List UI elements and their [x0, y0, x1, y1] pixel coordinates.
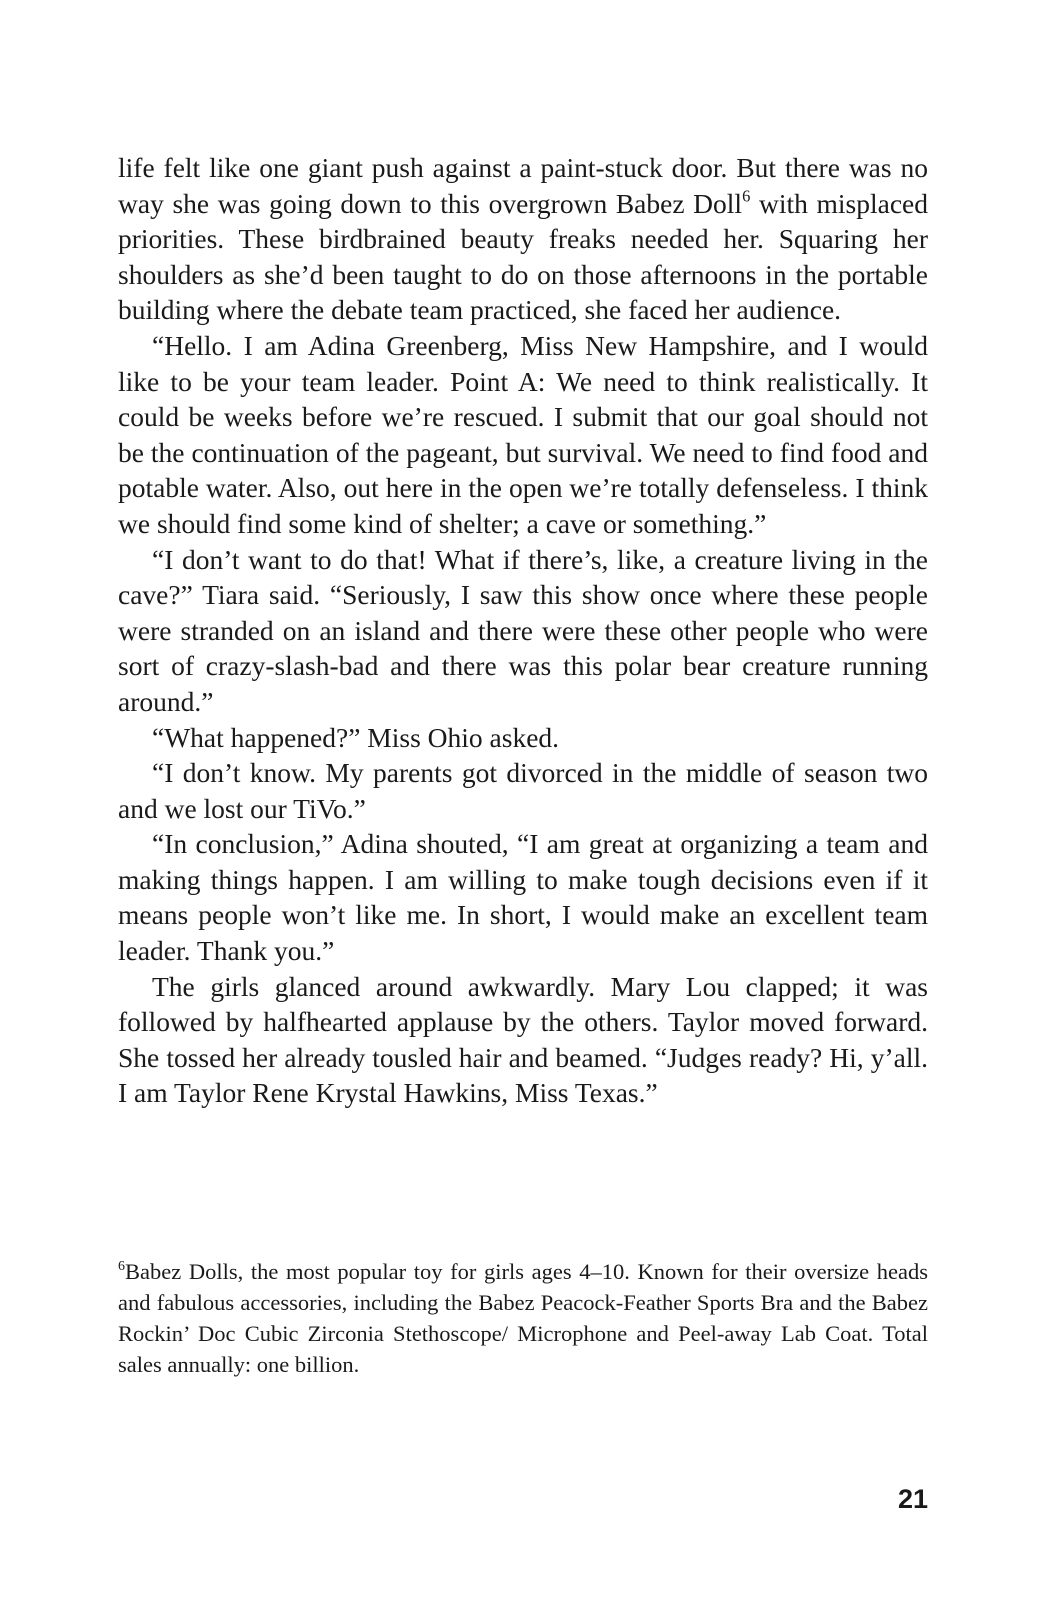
paragraph: “I don’t know. My parents got divorced in the middle of season two and we lost our TiVo.” [118, 757, 928, 824]
footnote [118, 1256, 928, 1380]
paragraph-text: life felt like one giant push against a paint-stuck door. But there was no way she was going down to this overgrown Babez Doll [118, 152, 928, 219]
footnote-reference: 6 [742, 186, 751, 206]
body-text [118, 150, 928, 1111]
paragraph [118, 150, 928, 328]
paragraph: “I don’t want to do that! What if there’s, like, a creature living in the cave?” Tiara said. “Seriously, I saw this show once where these people were stranded on an island and there were these other people who were sort of crazy-slash-bad and there was this polar bear creature running around.” [118, 543, 928, 717]
paragraph: “In conclusion,” Adina shouted, “I am great at organizing a team and making things happen. I am willing to make tough decisions even if it means people won’t like me. In short, I would make an excellent team leader. Thank you.” [118, 828, 928, 967]
paragraph: “What happened?” Miss Ohio asked. [152, 721, 560, 753]
footnote-text: Babez Dolls, the most popular toy for girls ages 4–10. Known for their oversize heads and fabulous accessories, including the Babez Peacock-Feather Sports Bra and the Babez Rockin’ Doc Cubic Zirconia Stethoscope/ Microphone and Peel-away Lab Coat. Total sales annually: one billion. [118, 1259, 928, 1377]
paragraph: “Hello. I am Adina Greenberg, Miss New Hampshire, and I would like to be your team leader. Point A: We need to think realistically. It could be weeks before we’re rescued. I submit that our goal should not be the continuation of the pageant, but survival. We need to find food and potable water. Also, out here in the open we’re totally defenseless. I think we should find some kind of shelter; a cave or something.” [118, 329, 928, 539]
footnote-marker: 6 [118, 1258, 125, 1274]
page-number: 21 [897, 1484, 928, 1514]
paragraph: The girls glanced around awkwardly. Mary Lou clapped; it was followed by halfhearted applause by the others. Taylor moved forward. She tossed her already tousled hair and beamed. “Judges ready? Hi, y’all. I am Taylor Rene Krystal Hawkins, Miss Texas.” [118, 970, 928, 1109]
paragraph-text: with misplaced priorities. These birdbrained beauty freaks needed her. Squaring her shoulders as she’d been taught to do on those afternoons in the portable building where the debate team practiced, she faced her audience. [118, 187, 928, 326]
